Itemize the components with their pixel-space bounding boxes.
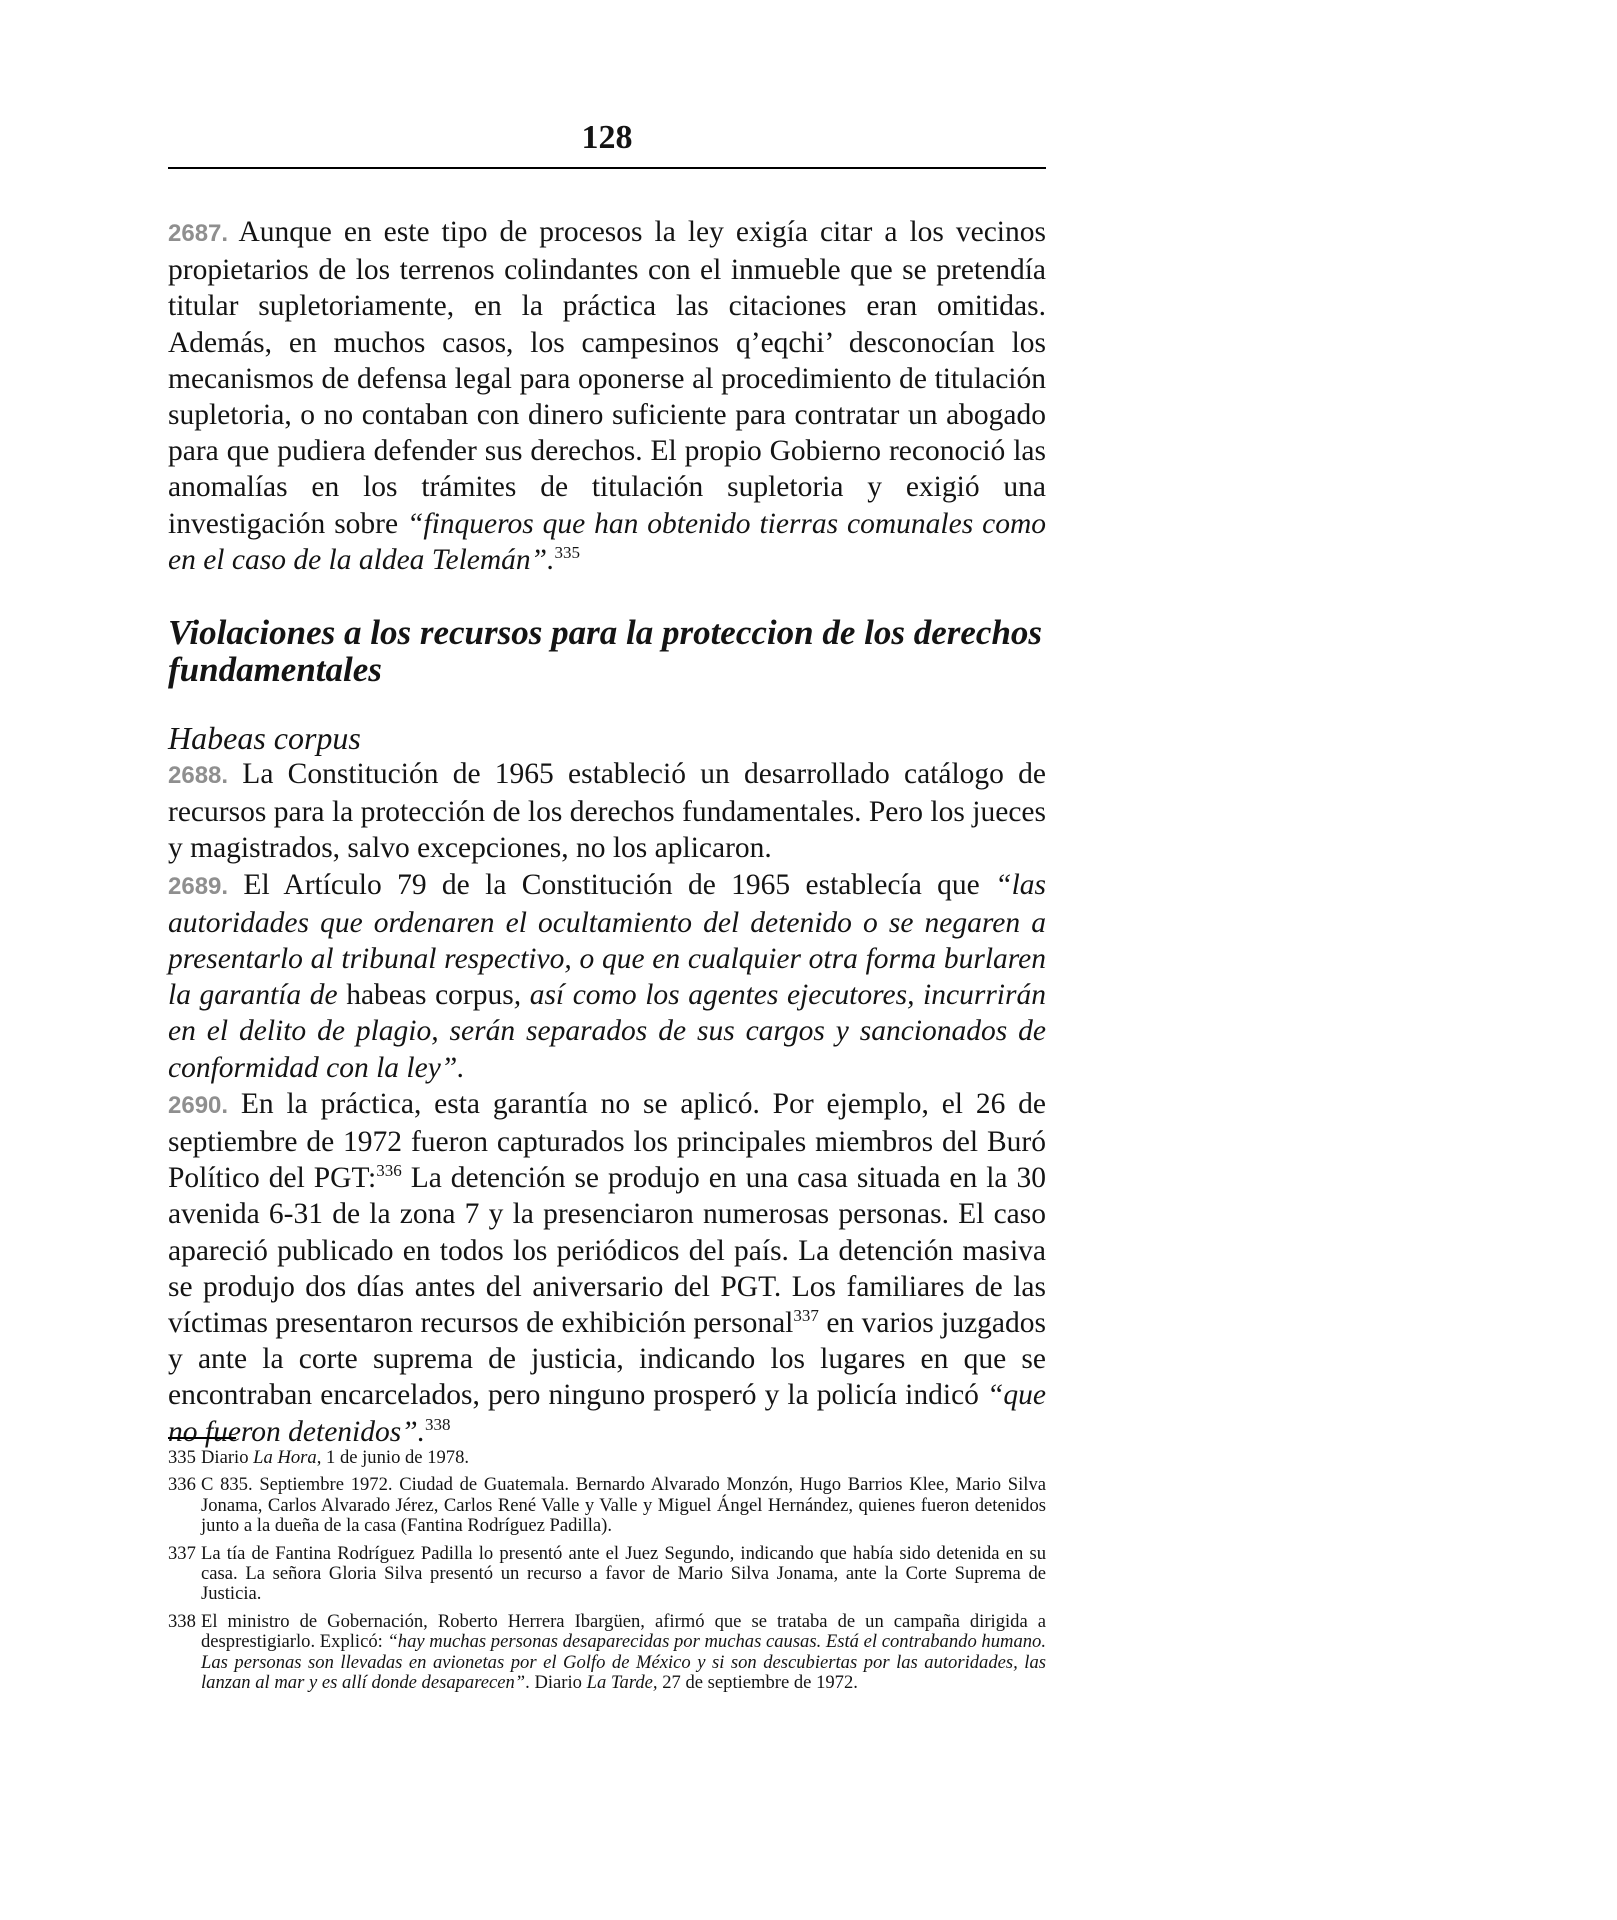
footnote-337 <box>168 1544 1046 1605</box>
paragraph-text: La detención se produjo en una casa situada en la 30 avenida 6-31 de la zona 7 y la presenciaron numerosas personas. El caso apareció publicado en todos los periódicos del país. La detención masiva se produjo dos días antes del aniversario del PGT. Los familiares de las víctimas presentaron recursos de exhibición personal <box>168 1162 1046 1340</box>
paragraph-text: habeas corpus <box>337 979 514 1012</box>
quote-text: “finqueros que han obtenido tierras comunales como en el caso de la aldea Telemán”. <box>168 507 1046 576</box>
footnote-rule <box>168 1437 236 1439</box>
paragraph-2690 <box>168 1086 1046 1450</box>
paragraph-2689 <box>168 867 1046 1086</box>
quote-text: , así como los agentes ejecutores, incurrirán en el delito de plagio, serán separados de sus cargos y sancionados de conformidad con la ley”. <box>168 979 1046 1084</box>
footnote-number: 335 <box>168 1447 196 1468</box>
section-heading: Violaciones a los recursos para la proteccion de los derechos fundamentales <box>168 613 1043 690</box>
footnote-italic: La Hora <box>253 1447 317 1468</box>
quote-text: “las autoridades que ordenaren el ocultamiento del detenido o se negaren a presentarlo al tribunal respectivo, o que en cualquier otra forma burlaren la garantía de <box>168 868 1046 1012</box>
footnote-ref: 337 <box>793 1306 819 1326</box>
header-rule <box>168 167 1046 169</box>
page-number: 128 <box>581 119 633 156</box>
paragraph-number: 2689. <box>168 872 229 900</box>
subsection-heading: Habeas corpus <box>168 720 361 757</box>
footnote-335 <box>168 1448 1046 1468</box>
footnote-ref: 338 <box>425 1414 451 1434</box>
footnote-text: La tía de Fantina Rodríguez Padilla lo presentó ante el Juez Segundo, indicando que había sido detenida en su casa. La señora Gloria Silva presentó un recurso a favor de Mario Silva Jonama, ante la Corte Suprema de Justicia. <box>201 1542 1046 1605</box>
paragraph-text: La Constitución de 1965 estableció un desarrollado catálogo de recursos para la protección de los derechos fundamentales. Pero los jueces y magistrados, salvo excepciones, no los aplicaron. <box>168 758 1046 865</box>
footnote-text: , 1 de junio de 1978. <box>316 1447 470 1468</box>
paragraph-text: en varios juzgados y ante la corte suprema de justicia, indicando los lugares en que se encontraban encarcelados, pero ninguno prosperó y la policía indicó <box>168 1307 1046 1412</box>
quote-text: “que no fueron detenidos”. <box>168 1379 1046 1448</box>
footnote-number: 337 <box>168 1542 196 1564</box>
footnote-ref: 335 <box>554 543 580 562</box>
footnote-text: C 835. Septiembre 1972. Ciudad de Guatemala. Bernardo Alvarado Monzón, Hugo Barrios Klee, Mario Silva Jonama, Carlos Alvarado Jérez, Carlos René Valle y Valle y Miguel Ángel Hernández, quienes fueron detenidos junto a la dueña de la casa (Fantina Rodríguez Padilla). <box>201 1474 1046 1537</box>
footnote-336 <box>168 1475 1046 1536</box>
paragraph-number: 2688. <box>168 762 229 790</box>
footnotes <box>168 1448 1046 1700</box>
paragraph-text: Aunque en este tipo de procesos la ley exigía citar a los vecinos propietarios de los terrenos colindantes con el inmueble que se pretendía titular supletoriamente, en la práctica las citaciones eran omitidas. Además, en muchos casos, los campesinos q’eqchi’ desconocían los mecanismos de defensa legal para oponerse al procedimiento de titulación supletoria, o no contaban con dinero suficiente para contratar un abogado para que pudiera defender sus derechos. El propio Gobierno reconoció las anomalías en los trámites de titulación supletoria y exigió una investigación sobre <box>168 216 1046 540</box>
paragraph-text: El Artículo 79 de la Constitución de 1965 establecía que <box>228 868 996 901</box>
footnote-text: 27 de septiembre de 1972. <box>657 1672 858 1694</box>
paragraph-2687 <box>168 214 1046 578</box>
paragraph-2688 <box>168 756 1046 867</box>
footnote-text: . Diario <box>525 1672 587 1694</box>
footnote-text: El ministro de Gobernación, Roberto Herrera Ibargüen, afirmó que se trataba de un campaña dirigida a desprestigiarlo. Explicó: <box>201 1610 1046 1653</box>
paragraph-number: 2687. <box>168 220 229 247</box>
footnote-number: 336 <box>168 1474 196 1496</box>
footnote-text: Diario <box>201 1447 254 1468</box>
body-text <box>168 214 1046 1450</box>
paragraph-number: 2690. <box>168 1091 229 1119</box>
footnote-italic: La Tarde, <box>586 1672 658 1694</box>
paragraph-text: En la práctica, esta garantía no se aplicó. Por ejemplo, el 26 de septiembre de 1972 fueron capturados los principales miembros del Buró Político del PGT: <box>168 1087 1046 1195</box>
footnote-number: 338 <box>168 1610 196 1632</box>
footnote-ref: 336 <box>376 1161 402 1181</box>
footnote-338 <box>168 1612 1046 1694</box>
footnote-italic: “hay muchas personas desaparecidas por muchas causas. Está el contrabando humano. Las personas son llevadas en avionetas por el Golfo de México y si son descubiertas por las autoridades, las lanzan al mar y es allí donde desaparecen” <box>201 1631 1046 1694</box>
